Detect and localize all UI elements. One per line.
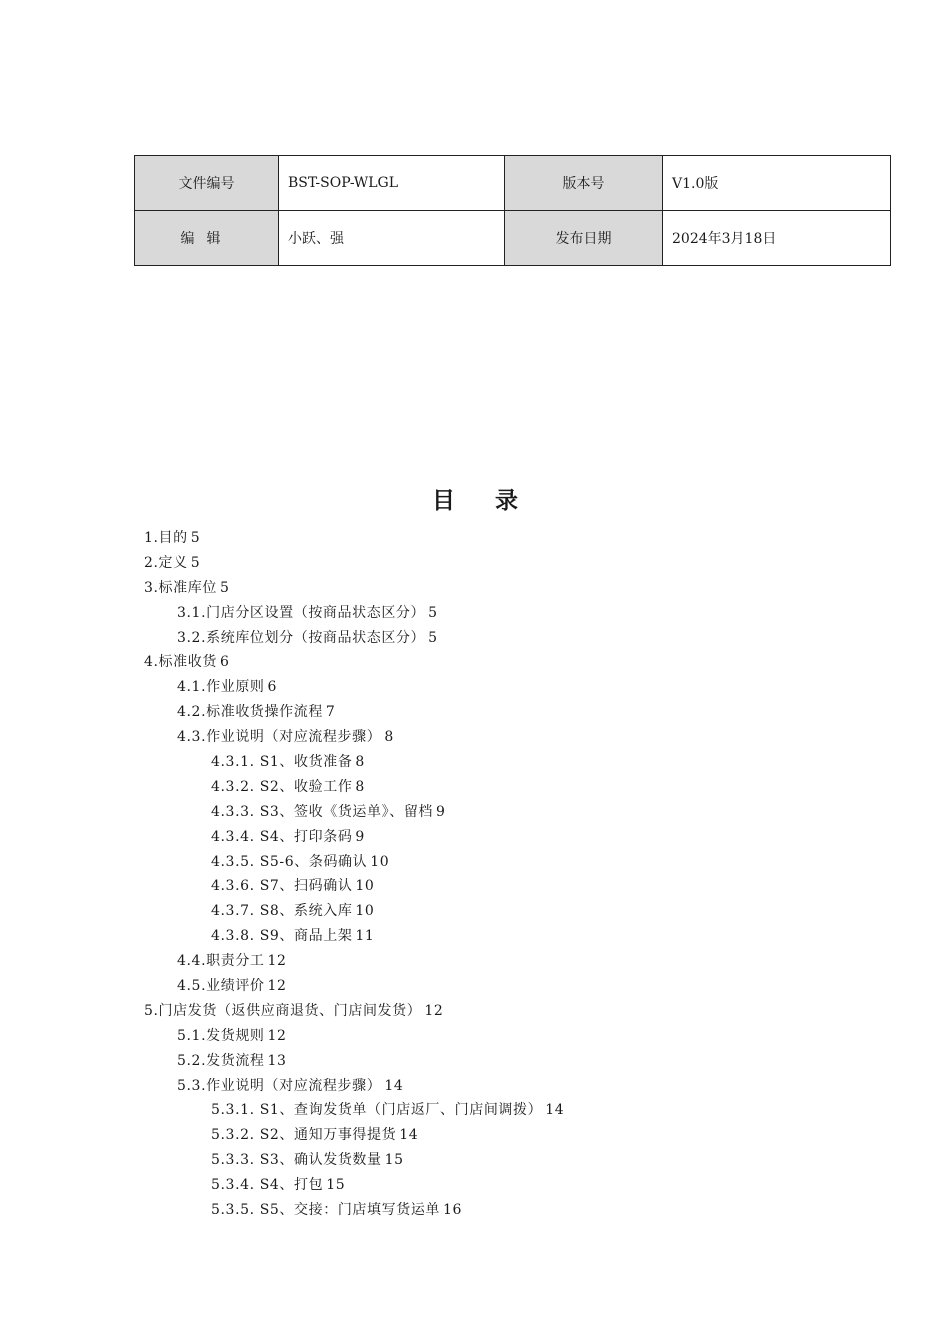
toc-entry-text: 5.门店发货（返供应商退货、门店间发货）: [144, 1002, 422, 1019]
version-value: V1.0版: [663, 156, 891, 211]
toc-entry[interactable]: [0, 1074, 950, 1099]
toc-entry-page-number: 15: [326, 1177, 346, 1194]
toc-entry[interactable]: [0, 974, 950, 999]
toc-entry-text: 5.3.4. S4、打包: [211, 1177, 324, 1194]
toc-title: 目录: [432, 488, 558, 514]
toc-entry-text: 4.3.2. S2、收验工作: [211, 778, 353, 795]
toc-entry[interactable]: [0, 551, 950, 576]
toc-entry[interactable]: [0, 1123, 950, 1148]
toc-entry-text: 5.3.2. S2、通知万事得提货: [211, 1127, 397, 1144]
toc-entry[interactable]: [0, 775, 950, 800]
toc-entry-text: 4.4.职责分工: [177, 953, 265, 970]
toc-entry-page-number: 5: [428, 629, 438, 646]
editor-value: 小跃、强: [279, 211, 505, 266]
toc-entry-text: 5.3.3. S3、确认发货数量: [211, 1152, 382, 1169]
toc-entry-text: 5.2.发货流程: [177, 1052, 265, 1069]
doc-number-value: BST-SOP-WLGL: [279, 156, 505, 211]
info-row-1: [135, 156, 891, 211]
toc-entry-text: 3.标准库位: [144, 579, 217, 596]
toc-entry-text: 5.1.发货规则: [177, 1027, 265, 1044]
table-of-contents: [0, 526, 950, 1223]
toc-entry[interactable]: [0, 1148, 950, 1173]
toc-entry-page-number: 10: [355, 878, 375, 895]
toc-entry-page-number: 8: [384, 729, 394, 746]
toc-entry-text: 4.3.6. S7、扫码确认: [211, 878, 353, 895]
toc-entry[interactable]: [0, 700, 950, 725]
toc-entry-page-number: 5: [190, 554, 201, 571]
toc-entry-text: 4.5.业绩评价: [177, 978, 265, 995]
toc-entry[interactable]: [0, 626, 950, 651]
toc-entry[interactable]: [0, 1024, 950, 1049]
toc-entry[interactable]: [0, 1173, 950, 1198]
toc-entry-text: 1.目的: [144, 530, 188, 546]
toc-entry-text: 4.3.5. S5-6、条码确认: [211, 853, 368, 870]
release-date-label: 发布日期: [505, 211, 663, 266]
toc-entry[interactable]: [0, 1049, 950, 1074]
toc-entry-text: 4.3.8. S9、商品上架: [211, 928, 353, 945]
toc-entry-text: 4.3.作业说明（对应流程步骤）: [177, 729, 382, 746]
toc-entry-page-number: 13: [267, 1052, 287, 1069]
toc-entry-page-number: 14: [545, 1102, 565, 1119]
toc-entry-page-number: 16: [443, 1202, 463, 1219]
toc-entry-text: 4.3.4. S4、打印条码: [211, 828, 353, 845]
toc-entry-text: 4.2.标准收货操作流程: [177, 704, 323, 721]
toc-entry-text: 5.3.5. S5、交接：门店填写货运单: [211, 1202, 441, 1219]
doc-number-label: 文件编号: [135, 156, 279, 211]
toc-entry[interactable]: [0, 650, 950, 675]
toc-entry-page-number: 5: [190, 530, 201, 546]
toc-entry-page-number: 12: [267, 953, 287, 970]
toc-entry[interactable]: [0, 949, 950, 974]
editor-label: 编辑: [135, 211, 279, 266]
toc-entry-text: 4.标准收货: [144, 654, 217, 671]
toc-entry[interactable]: [0, 725, 950, 750]
toc-entry[interactable]: [0, 825, 950, 850]
toc-entry-page-number: 5: [428, 604, 438, 621]
toc-entry-page-number: 10: [370, 853, 390, 870]
version-label: 版本号: [505, 156, 663, 211]
toc-entry[interactable]: [0, 999, 950, 1024]
toc-entry[interactable]: [0, 899, 950, 924]
toc-entry-page-number: 11: [355, 928, 375, 945]
document-info-table: [134, 155, 891, 266]
toc-entry-text: 3.1.门店分区设置（按商品状态区分）: [177, 604, 426, 621]
toc-entry-page-number: 12: [267, 1027, 287, 1044]
toc-entry[interactable]: [0, 526, 950, 551]
toc-entry-page-number: 9: [436, 803, 446, 820]
toc-entry-page-number: 10: [355, 903, 375, 920]
toc-entry-page-number: 14: [384, 1077, 404, 1094]
toc-entry[interactable]: [0, 1098, 950, 1123]
toc-entry[interactable]: [0, 800, 950, 825]
toc-entry[interactable]: [0, 601, 950, 626]
toc-entry-text: 4.1.作业原则: [177, 679, 265, 696]
release-date-value: 2024年3月18日: [663, 211, 891, 266]
toc-entry-page-number: 6: [267, 679, 278, 696]
toc-entry[interactable]: [0, 675, 950, 700]
toc-entry-page-number: 14: [399, 1127, 419, 1144]
toc-entry-page-number: 9: [355, 828, 365, 845]
toc-entry-page-number: 6: [219, 654, 230, 671]
toc-entry-text: 5.3.作业说明（对应流程步骤）: [177, 1077, 382, 1094]
toc-entry[interactable]: [0, 874, 950, 899]
toc-entry-page-number: 12: [267, 978, 287, 995]
toc-entry-text: 4.3.7. S8、系统入库: [211, 903, 353, 920]
toc-entry[interactable]: [0, 750, 950, 775]
info-row-2: [135, 211, 891, 266]
toc-entry-text: 3.2.系统库位划分（按商品状态区分）: [177, 629, 426, 646]
toc-entry[interactable]: [0, 924, 950, 949]
toc-entry-text: 4.3.1. S1、收货准备: [211, 754, 353, 771]
toc-entry-page-number: 8: [355, 754, 365, 771]
toc-entry-page-number: 5: [219, 579, 230, 596]
toc-entry-page-number: 7: [325, 704, 336, 721]
toc-entry-text: 4.3.3. S3、签收《货运单》、留档: [211, 803, 434, 820]
toc-entry-page-number: 8: [355, 778, 365, 795]
toc-entry-page-number: 12: [424, 1002, 444, 1019]
toc-entry-text: 5.3.1. S1、查询发货单（门店返厂、门店间调拨）: [211, 1102, 543, 1119]
toc-entry-text: 2.定义: [144, 554, 188, 571]
toc-entry[interactable]: [0, 850, 950, 875]
toc-entry[interactable]: [0, 1198, 950, 1223]
toc-entry[interactable]: [0, 576, 950, 601]
toc-entry-page-number: 15: [384, 1152, 404, 1169]
